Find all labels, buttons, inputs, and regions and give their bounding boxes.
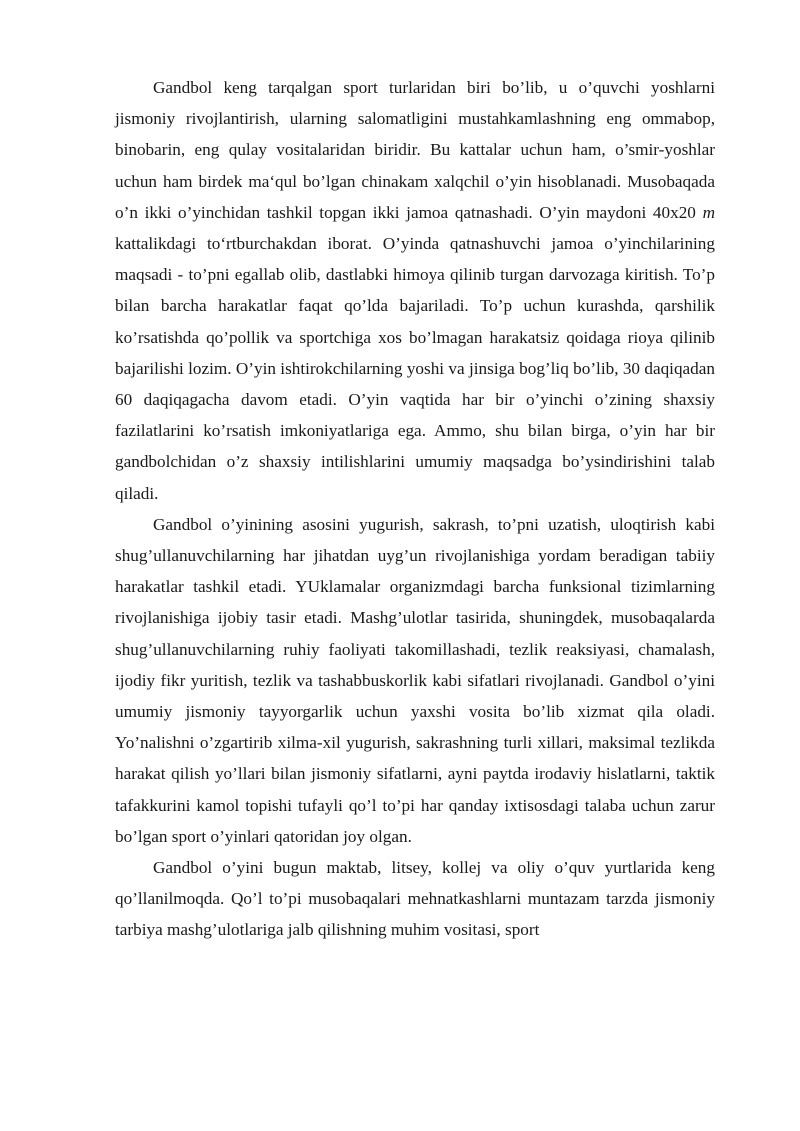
- body-text: [115, 72, 715, 946]
- paragraph-1: [115, 72, 715, 509]
- paragraph-2: Gandbol o’yinining asosini yugurish, sakrash, to’pni uzatish, uloqtirish kabi shug’ullanuvchilarning har jihatdan uyg’un rivojlanishiga yordam beradigan tabiiy harakatlar tashkil etadi. YUklamalar organizmdagi barcha funksional tizimlarning rivojlanishiga ijobiy tasir etadi. Mashg’ulotlar tasirida, shuningdek, musobaqalarda shug’ullanuvchilarning ruhiy faoliyati takomillashadi, tezlik reaksiyasi, chamalash, ijodiy fikr yuritish, tezlik va tashabbuskorlik kabi sifatlari rivojlanadi. Gandbol o’yini umumiy jismoniy tayyorgarlik uchun yaxshi vosita bo’lib xizmat qila oladi. Yo’nalishni o’zgartirib xilma-xil yugurish, sakrashning turli xillari, maksimal tezlikda harakat qilish yo’llari bilan jismoniy sifatlarni, ayni paytda irodaviy hislatlarni, taktik tafakkurini kamol topishi tufayli qo’l to’pi har qanday ixtisosdagi talaba uchun zarur bo’lgan sport o’yinlari qatoridan joy olgan.: [115, 514, 715, 846]
- paragraph-3: Gandbol o’yini bugun maktab, litsey, kollej va oliy o’quv yurtlarida keng qo’llanilmoqda. Qo’l to’pi musobaqalari mehnatkashlarni muntazam tarzda jismoniy tarbiya mashg’ulotlariga jalb qilishning muhim vositasi, sport: [115, 858, 715, 940]
- paragraph-1-part-1: Gandbol keng tarqalgan sport turlaridan biri bo’lib, u o’quvchi yoshlarni jismoniy rivojlantirish, ularning salomatligini mustahkamlashning eng ommabop, binobarin, eng qulay vositalaridan biridir. Bu kattalar uchun ham, o’smir-yoshlar uchun ham birdek ma‘qul bo’lgan chinakam xalqchil o’yin hisoblanadi. Musobaqada o’n ikki o’yinchidan tashkil topgan ikki jamoa qatnashadi. O’yin maydoni 40x20: [115, 78, 715, 222]
- paragraph-1-part-2: kattalikdagi to‘rtburchakdan iborat. O’yinda qatnashuvchi jamoa o’yinchilarining maqsadi - to’pni egallab olib, dastlabki himoya qilinib turgan darvozaga kiritish. To’p bilan barcha harakatlar faqat qo’lda bajariladi. To’p uchun kurashda, qarshilik ko’rsatishda qo’pollik va sportchiga xos bo’lmagan harakatsiz qoidaga rioya qilinib bajarilishi lozim. O’yin ishtirokchilarning yoshi va jinsiga bog’liq bo’lib, 30 daqiqadan 60 daqiqagacha davom etadi. O’yin vaqtida har bir o’yinchi o’zining shaxsiy fazilatlarini ko’rsatish imkoniyatlariga ega. Ammo, shu bilan birga, o’yin har bir gandbolchidan o’z shaxsiy intilishlarini umumiy maqsadga bo’ysindirishini talab qiladi.: [115, 234, 715, 503]
- unit-symbol: m: [702, 202, 715, 222]
